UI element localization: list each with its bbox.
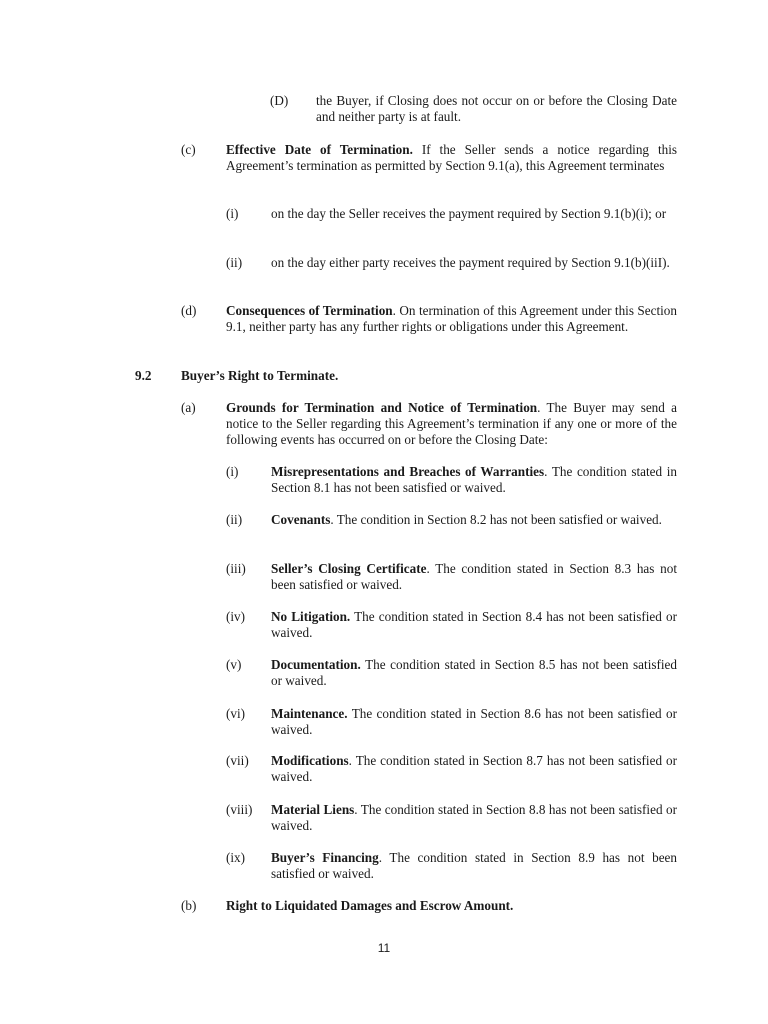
ground-heading: Documentation. bbox=[271, 657, 361, 672]
ground-paragraph bbox=[271, 512, 677, 528]
ground-paragraph bbox=[271, 706, 677, 738]
ground-paragraph bbox=[271, 561, 677, 593]
clause-heading: Grounds for Termination and Notice of Termination bbox=[226, 400, 538, 415]
section-number: 9.2 bbox=[135, 368, 152, 383]
clause-heading: Effective Date of Termination. bbox=[226, 142, 413, 157]
ground-label: (vii) bbox=[226, 753, 249, 768]
clause-paragraph bbox=[226, 303, 677, 335]
ground-heading: Modifications bbox=[271, 753, 349, 768]
ground-label: (vi) bbox=[226, 706, 246, 721]
ground-paragraph bbox=[271, 753, 677, 785]
clause-text: If the Seller sends a notice regarding this Agreement’s termination as permitted by Section 9.1(a), this Agreement terminates bbox=[226, 142, 678, 174]
clause-text: the Buyer, if Closing does not occur on or before the Closing Date and neither party is at fault. bbox=[316, 93, 677, 125]
ground-heading: Misrepresentations and Breaches of Warranties bbox=[271, 464, 545, 479]
clause-label: (a) bbox=[181, 400, 196, 415]
ground-text: The condition stated in Section 8.6 has not been satisfied or waived. bbox=[271, 706, 677, 738]
clause-heading: Consequences of Termination bbox=[226, 303, 393, 318]
clause-text: on the day either party receives the payment required by Section 9.1(b)(iiI). bbox=[271, 255, 670, 270]
ground-text: The condition stated in Section 8.4 has not been satisfied or waived. bbox=[271, 609, 677, 641]
ground-text: . The condition in Section 8.2 has not been satisfied or waived. bbox=[330, 512, 662, 527]
ground-paragraph bbox=[271, 609, 677, 641]
ground-label: (ii) bbox=[226, 512, 243, 527]
ground-text: . The condition stated in Section 8.9 has not been satisfied or waived. bbox=[271, 850, 677, 882]
ground-label: (ix) bbox=[226, 850, 246, 865]
clause-paragraph bbox=[226, 142, 677, 174]
ground-heading: No Litigation. bbox=[271, 609, 351, 624]
clause-paragraph bbox=[226, 400, 677, 449]
ground-label: (i) bbox=[226, 464, 239, 479]
clause-label: (d) bbox=[181, 303, 197, 318]
ground-heading: Buyer’s Financing bbox=[271, 850, 379, 865]
ground-heading: Seller’s Closing Certificate bbox=[271, 561, 427, 576]
clause-text: . On termination of this Agreement under this Section 9.1, neither party has any further rights or obligations under this Agreement. bbox=[226, 303, 677, 335]
clause-text: on the day the Seller receives the payment required by Section 9.1(b)(i); or bbox=[271, 206, 667, 221]
clause-label: (ii) bbox=[226, 255, 243, 270]
ground-heading: Covenants bbox=[271, 512, 331, 527]
clause-label: (b) bbox=[181, 898, 197, 913]
ground-label: (v) bbox=[226, 657, 242, 672]
ground-heading: Material Liens bbox=[271, 802, 355, 817]
ground-label: (iv) bbox=[226, 609, 246, 624]
clause-heading: Right to Liquidated Damages and Escrow Amount. bbox=[226, 898, 514, 913]
ground-paragraph bbox=[271, 657, 677, 689]
ground-text: . The condition stated in Section 8.3 has not been satisfied or waived. bbox=[271, 561, 677, 593]
clause-text: . The Buyer may send a notice to the Seller regarding this Agreement’s termination if any one or more of the following events has occurred on or before the Closing Date: bbox=[226, 400, 677, 448]
ground-paragraph bbox=[271, 802, 677, 834]
ground-label: (iii) bbox=[226, 561, 246, 576]
ground-text: . The condition stated in Section 8.8 has not been satisfied or waived. bbox=[271, 802, 677, 834]
clause-label: (i) bbox=[226, 206, 239, 221]
section-title: Buyer’s Right to Terminate. bbox=[181, 368, 339, 383]
ground-text: . The condition stated in Section 8.7 has not been satisfied or waived. bbox=[271, 753, 677, 785]
ground-paragraph bbox=[271, 464, 677, 496]
clause-label: (c) bbox=[181, 142, 196, 157]
ground-text: The condition stated in Section 8.5 has not been satisfied or waived. bbox=[271, 657, 677, 689]
ground-paragraph bbox=[271, 850, 677, 882]
ground-text: . The condition stated in Section 8.1 has not been satisfied or waived. bbox=[271, 464, 677, 496]
ground-label: (viii) bbox=[226, 802, 253, 817]
page-number: 11 bbox=[377, 941, 391, 955]
clause-label: (D) bbox=[270, 93, 289, 108]
ground-heading: Maintenance. bbox=[271, 706, 348, 721]
